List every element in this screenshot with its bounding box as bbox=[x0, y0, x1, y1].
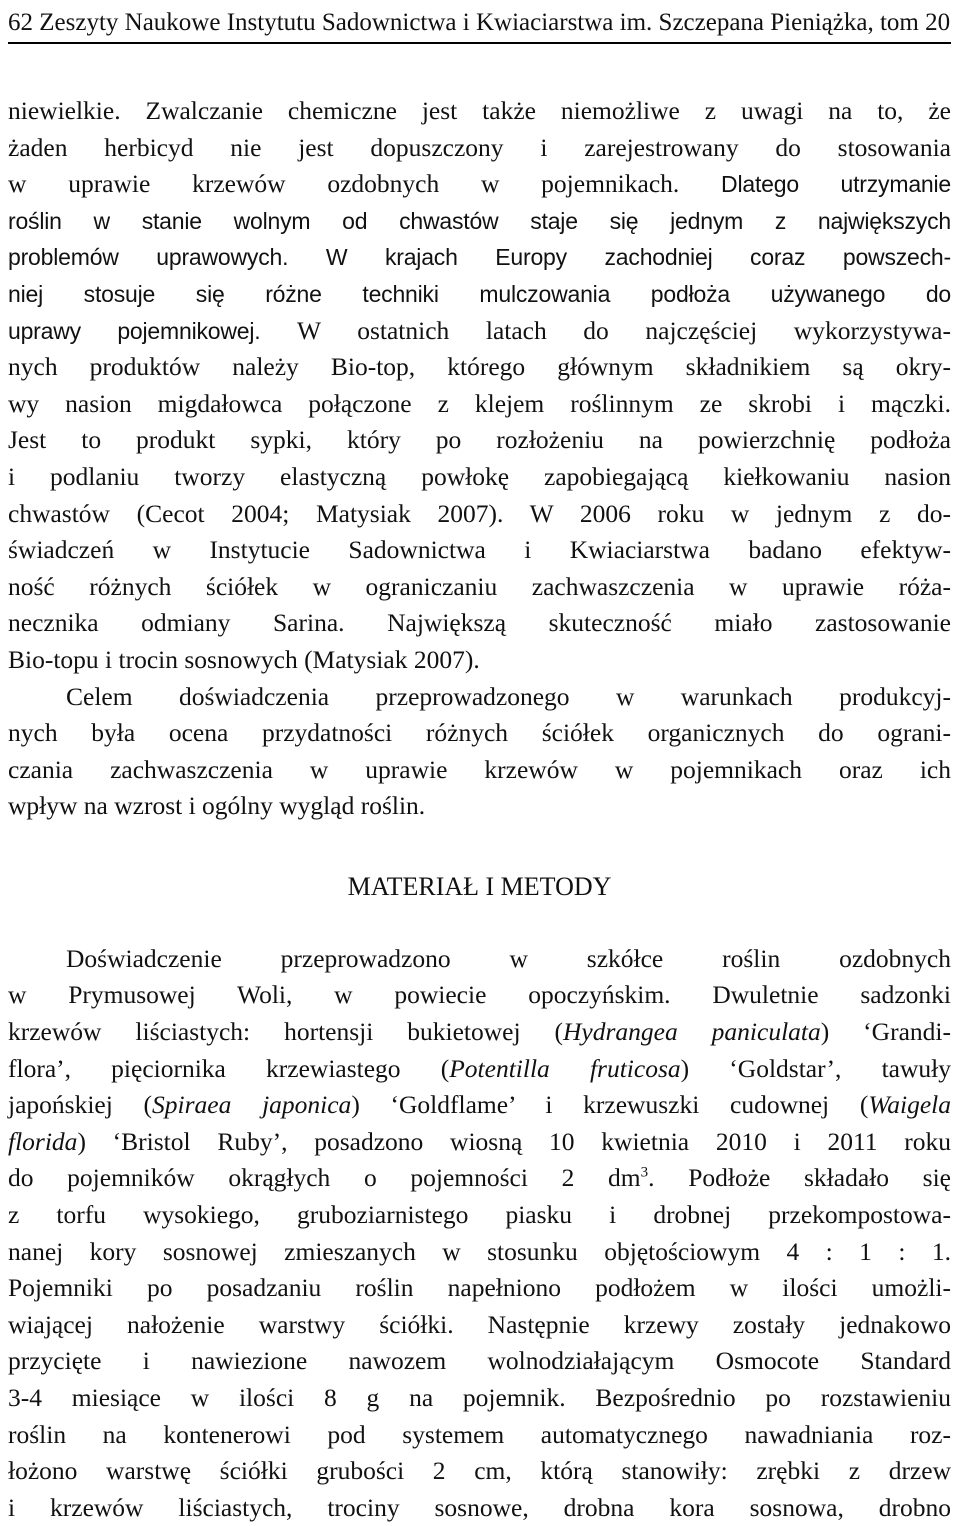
text-line: Bio-topu i trocin sosnowych (Matysiak 2007). bbox=[8, 644, 480, 674]
text-line: Celem doświadczenia przeprowadzonego w warunkach produkcyj- bbox=[66, 681, 951, 711]
text-run: ) ‘Goldflame’ i krzewuszki cudownej ( bbox=[351, 1090, 869, 1120]
journal-title: Zeszyty Naukowe Instytutu Sadownictwa i Kwiaciarstwa im. Szczepana Pieniążka, tom 20 bbox=[39, 9, 951, 36]
latin-name: Hydrangea paniculata bbox=[563, 1017, 821, 1047]
text-line: wy nasion migdałowca połączone z klejem roślinnym ze skrobi i mączki. bbox=[8, 388, 951, 418]
text-run: flora’, pięciornika krzewiastego ( bbox=[8, 1053, 450, 1083]
text-line: łożono warstwę ściółki grubości 2 cm, którą stanowiły: zrębki z drzew bbox=[8, 1456, 951, 1486]
text-run: japońskiej ( bbox=[8, 1090, 153, 1120]
text-run-sans: Dlatego utrzymanie bbox=[721, 171, 951, 198]
text-line: w Prymusowej Woli, w powiecie opoczyńskim. Dwuletnie sadzonki bbox=[8, 980, 951, 1010]
text-line: wpływ na wzrost i ogólny wygląd roślin. bbox=[8, 791, 426, 821]
text-line bbox=[8, 239, 951, 276]
text-line: wiającej nałożenie warstwy ściółki. Następnie krzewy zostały jednakowo bbox=[8, 1309, 951, 1339]
text-line: nych była ocena przydatności różnych ściółek organicznych do ograni- bbox=[8, 718, 951, 748]
latin-name: florida bbox=[8, 1126, 78, 1156]
text-line bbox=[8, 1160, 951, 1197]
text-line: Pojemniki po posadzaniu roślin napełniono podłożem w ilości umożli- bbox=[8, 1273, 951, 1303]
text-line bbox=[8, 313, 951, 350]
text-line: Jest to produkt sypki, który po rozłożeniu na powierzchnię podłoża bbox=[8, 425, 951, 455]
superscript: 3 bbox=[640, 1164, 649, 1181]
text-line: Doświadczenie przeprowadzono w szkółce roślin ozdobnych bbox=[66, 943, 951, 973]
text-run: do pojemników okrągłych o pojemności 2 dm bbox=[8, 1163, 641, 1193]
text-run: W ostatnich latach do najczęściej wykorzystywa- bbox=[297, 315, 951, 345]
text-run: ) ‘Goldstar’, tawuły bbox=[680, 1053, 951, 1083]
text-run: krzewów liściastych: hortensji bukietowej ( bbox=[8, 1017, 563, 1047]
text-line: niewielkie. Zwalczanie chemiczne jest także niemożliwe z uwagi na to, że bbox=[8, 96, 951, 125]
document-page bbox=[8, 0, 951, 1526]
text-line bbox=[8, 166, 951, 203]
section-heading: MATERIAŁ I METODY bbox=[347, 871, 612, 901]
text-line: roślin w stanie wolnym od chwastów staje się jednym z największych bbox=[8, 207, 951, 234]
text-line: czania zachwaszczenia w uprawie krzewów w pojemnikach oraz ich bbox=[8, 754, 951, 784]
text-line: żaden herbicyd nie jest dopuszczony i zarejestrowany do stosowania bbox=[8, 132, 951, 162]
page-number: 62 bbox=[8, 9, 33, 36]
text-line: świadczeń w Instytucie Sadownictwa i Kwiaciarstwa badano efektyw- bbox=[8, 535, 951, 565]
text-line: 3-4 miesiące w ilości 8 g na pojemnik. Bezpośrednio po rozstawieniu bbox=[8, 1383, 951, 1412]
text-line: nanej kory sosnowej zmieszanych w stosunku objętościowym 4 : 1 : 1. bbox=[8, 1236, 951, 1266]
latin-name: Waigela bbox=[868, 1090, 951, 1120]
text-line: i krzewów liściastych, trociny sosnowe, drobna kora sosnowa, drobno bbox=[8, 1492, 951, 1522]
text-line: niej stosuje się różne techniki mulczowania podłoża używanego do bbox=[8, 280, 951, 307]
text-line: nych produktów należy Bio-top, którego głównym składnikiem są okry- bbox=[8, 352, 951, 382]
text-run-sans: problemów uprawowych. bbox=[8, 244, 289, 271]
text-line bbox=[8, 1051, 951, 1088]
text-line: necznika odmiany Sarina. Największą skuteczność miało zastosowanie bbox=[8, 608, 951, 638]
running-header bbox=[8, 0, 951, 40]
text-run: ) ‘Bristol Ruby’, posadzono wiosną 10 kwietnia 2010 i 2011 roku bbox=[77, 1126, 951, 1156]
text-line: przycięte i nawiezione nawozem wolnodziałającym Osmocote Standard bbox=[8, 1346, 951, 1376]
text-line bbox=[8, 1087, 951, 1124]
latin-name: Spiraea japonica bbox=[152, 1090, 352, 1120]
text-run-sans: W krajach Europy zachodniej coraz powszech- bbox=[325, 244, 951, 271]
paragraph-1 bbox=[8, 93, 951, 679]
latin-name: Potentilla fruticosa bbox=[449, 1053, 681, 1083]
text-line: z torfu wysokiego, gruboziarnistego piasku i drobnej przekompostowa- bbox=[8, 1200, 951, 1230]
text-line bbox=[8, 1124, 951, 1161]
paragraph-3 bbox=[8, 941, 951, 1526]
text-run: . Podłoże składało się bbox=[648, 1163, 951, 1193]
text-line: i podlaniu tworzy elastyczną powłokę zapobiegającą kiełkowaniu nasion bbox=[8, 461, 951, 491]
text-run: ) ‘Grandi- bbox=[820, 1017, 951, 1047]
text-line bbox=[8, 1014, 951, 1051]
text-line: chwastów (Cecot 2004; Matysiak 2007). W 2006 roku w jednym z do- bbox=[8, 498, 951, 528]
text-line: ność różnych ściółek w ograniczaniu zachwaszczenia w uprawie róża- bbox=[8, 571, 951, 601]
text-run-sans: uprawy pojemnikowej. bbox=[8, 317, 261, 344]
text-line: roślin na kontenerowi pod systemem automatycznego nawadniania roz- bbox=[8, 1419, 951, 1449]
text-run: w uprawie krzewów ozdobnych w pojemnikach. bbox=[8, 169, 680, 199]
paragraph-2 bbox=[8, 679, 951, 825]
